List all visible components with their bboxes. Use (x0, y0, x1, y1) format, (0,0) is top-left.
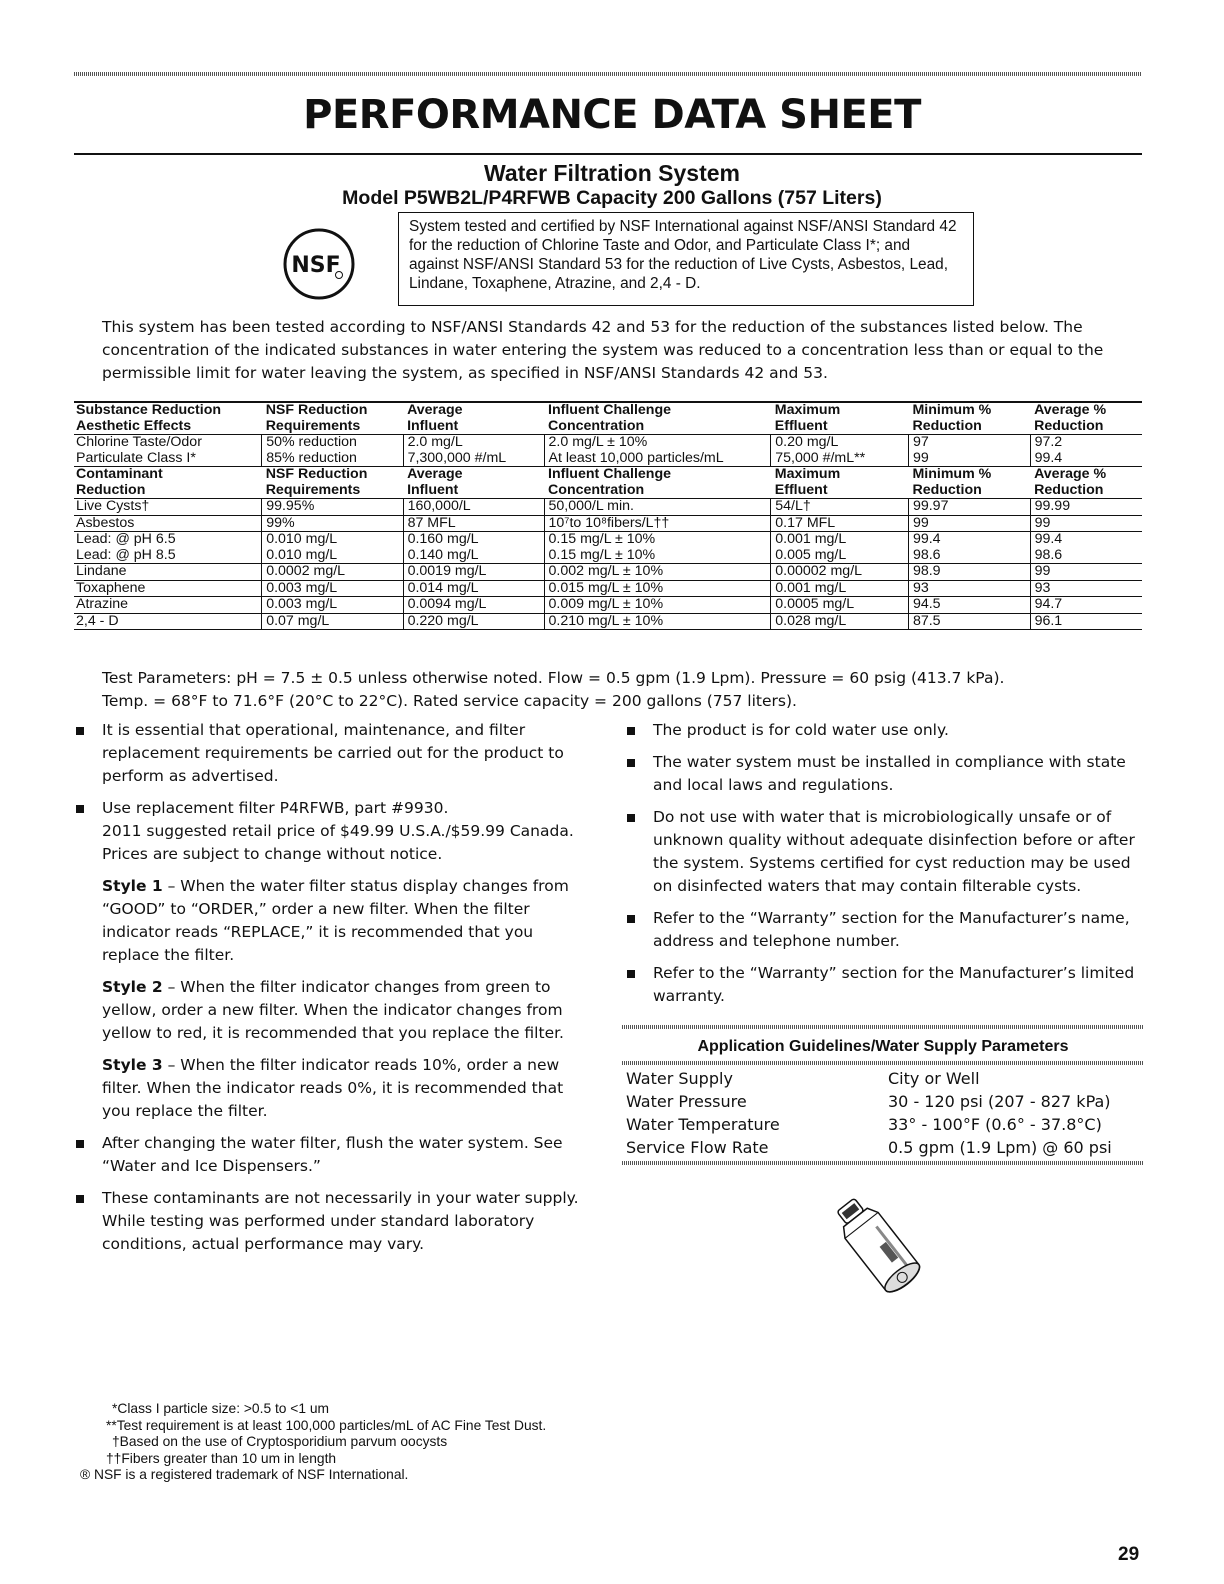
cell-substance: Asbestos (76, 514, 135, 531)
title-divider (74, 153, 1142, 155)
style-2-label: Style 2 (102, 978, 163, 996)
cell-nsf-requirement: NSF Reduction Requirements (265, 466, 368, 498)
cell-average-reduction: 94.7 (1030, 597, 1142, 614)
cell-minimum-reduction: Minimum % Reduction (912, 402, 992, 434)
cell-influent-challenge: 50,000/L min. (544, 499, 771, 516)
style-3-paragraph (74, 1054, 584, 1123)
app-key: Water Supply (626, 1069, 733, 1088)
app-row-water-pressure (622, 1090, 1144, 1113)
model-capacity: Model P5WB2L/P4RFWB Capacity 200 Gallons (757 Liters) (342, 187, 882, 209)
cell-average-influent: 87 MFL (403, 515, 544, 532)
cell-minimum-reduction: 87.5 (908, 613, 1030, 630)
cell-minimum-reduction: 97 99 (908, 435, 1030, 467)
cell-nsf-requirement: 0.010 mg/L 0.010 mg/L (262, 532, 403, 564)
style-2-text: – When the filter indicator changes from green to yellow, order a new filter. When the indicator changes from yellow to red, it is recommended that you replace the filter. (102, 978, 564, 1042)
style-1-text: – When the water filter status display changes from “GOOD” to “ORDER,” order a new filter. When the filter indicator reads “REPLACE,” it is recommended that you replace the filter. (102, 877, 569, 964)
cell-influent-challenge: Influent Challenge Concentration (548, 466, 671, 498)
page-number: 29 (1118, 1544, 1140, 1565)
right-column (625, 719, 1145, 1017)
test-parameters (102, 667, 1152, 713)
application-guidelines (622, 1025, 1144, 1165)
cell-average-influent: Average Influent (407, 466, 463, 498)
table-row (74, 564, 1142, 581)
cell-maximum-effluent: Maximum Effluent (774, 466, 841, 498)
table-row (74, 597, 1142, 614)
app-row-service-flow-rate (622, 1136, 1144, 1159)
style-3-label: Style 3 (102, 1056, 163, 1074)
footnote-fibers: ††Fibers greater than 10 um in length (106, 1450, 337, 1466)
page-title: PERFORMANCE DATA SHEET (303, 92, 921, 138)
cell-minimum-reduction: 99.97 (908, 499, 1030, 516)
cell-average-influent: 0.0094 mg/L (403, 597, 544, 614)
app-bottom-band (622, 1161, 1144, 1165)
bullet-warranty-contact: Refer to the “Warranty” section for the Manufacturer’s name, address and telephone number. (625, 907, 1145, 953)
cell-substance: Lead: @ pH 6.5 Lead: @ pH 8.5 (76, 531, 176, 563)
cell-nsf-requirement: 99.95% (262, 499, 403, 516)
cell-substance: 2,4 - D (76, 612, 119, 629)
cell-average-reduction: 96.1 (1030, 613, 1142, 630)
app-key: Service Flow Rate (626, 1138, 769, 1157)
cell-nsf-requirement: 0.003 mg/L (262, 597, 403, 614)
cell-minimum-reduction: 98.9 (908, 564, 1030, 581)
cell-average-influent: 0.160 mg/L 0.140 mg/L (403, 532, 544, 564)
cell-minimum-reduction: Minimum % Reduction (912, 466, 992, 498)
cell-influent-challenge: 0.210 mg/L ± 10% (544, 613, 771, 630)
bullet-installation-laws: The water system must be installed in compliance with state and local laws and regulations. (625, 751, 1145, 797)
cell-maximum-effluent: 0.001 mg/L (771, 580, 909, 597)
cell-average-reduction: 99 (1030, 564, 1142, 581)
app-value: 33° - 100°F (0.6° - 37.8°C) (888, 1115, 1102, 1134)
cell-average-reduction: 99.99 (1030, 499, 1142, 516)
cell-substance: Lindane (76, 563, 127, 579)
cell-average-influent: 0.014 mg/L (403, 580, 544, 597)
cell-substance: Toxaphene (76, 579, 146, 596)
cell-influent-challenge: 10⁷to 10⁸fibers/L†† (544, 515, 771, 532)
cell-average-reduction: Average % Reduction (1034, 466, 1107, 498)
cell-maximum-effluent: 0.00002 mg/L (771, 564, 909, 581)
cell-maximum-effluent: 0.17 MFL (771, 515, 909, 532)
cell-average-reduction: Average % Reduction (1034, 402, 1107, 434)
cell-substance: Live Cysts† (76, 498, 150, 514)
footnote-test-requirement: **Test requirement is at least 100,000 particles/mL of AC Fine Test Dust. (106, 1417, 547, 1433)
cell-substance: Chlorine Taste/Odor Particulate Class I* (76, 434, 202, 466)
cell-influent-challenge: Influent Challenge Concentration (548, 402, 671, 434)
nsf-logo-icon (283, 228, 355, 300)
cell-maximum-effluent: Maximum Effluent (774, 402, 841, 434)
app-mid-band (622, 1061, 1144, 1065)
cell-nsf-requirement: 0.003 mg/L (262, 580, 403, 597)
replacement-filter-part: Use replacement filter P4RFWB, part #9930. (102, 799, 449, 817)
cell-influent-challenge: 0.15 mg/L ± 10% 0.15 mg/L ± 10% (544, 532, 771, 564)
cell-minimum-reduction: 93 (908, 580, 1030, 597)
cell-influent-challenge: 0.002 mg/L ± 10% (544, 564, 771, 581)
cell-nsf-requirement: 50% reduction 85% reduction (262, 435, 403, 467)
performance-table (74, 401, 1142, 630)
bullet-flush-system: After changing the water filter, flush the water system. See “Water and Ice Dispensers.” (74, 1132, 584, 1178)
cell-average-influent: 0.0019 mg/L (403, 564, 544, 581)
cell-nsf-requirement: 0.0002 mg/L (262, 564, 403, 581)
bullet-replacement-filter (74, 797, 584, 866)
cell-average-influent: 160,000/L (403, 499, 544, 516)
cell-substance: Substance Reduction Aesthetic Effects (76, 402, 222, 434)
top-hatch-band (74, 72, 1142, 76)
style-1-paragraph (74, 875, 584, 967)
style-3-text: – When the filter indicator reads 10%, order a new filter. When the indicator reads 0%, it is recommended that you replace the filter. (102, 1056, 564, 1120)
replacement-filter-price: 2011 suggested retail price of $49.99 U.S.A./$59.99 Canada. Prices are subject to change without notice. (102, 822, 574, 863)
app-value: 0.5 gpm (1.9 Lpm) @ 60 psi (888, 1138, 1112, 1157)
footnotes (80, 1401, 546, 1484)
cell-minimum-reduction: 94.5 (908, 597, 1030, 614)
cell-average-reduction: 93 (1030, 580, 1142, 597)
cell-influent-challenge: 0.009 mg/L ± 10% (544, 597, 771, 614)
cell-minimum-reduction: 99.4 98.6 (908, 532, 1030, 564)
bullet-warranty-limited: Refer to the “Warranty” section for the Manufacturer’s limited warranty. (625, 962, 1145, 1008)
footnote-cryptosporidium: †Based on the use of Cryptosporidium parvum oocysts (112, 1434, 448, 1449)
cell-maximum-effluent: 0.20 mg/L 75,000 #/mL** (771, 435, 909, 467)
cell-average-reduction: 99.4 98.6 (1030, 532, 1142, 564)
certification-box: System tested and certified by NSF International against NSF/ANSI Standard 42 for the reduction of Chlorine Taste and Odor, and Particulate Class I*; and against NSF/ANSI Standard 53 for the reduction of Live Cysts, Asbestos, Lead, Lindane, Toxaphene, Atrazine, and 2,4 - D. (398, 212, 974, 306)
table-header-contaminant (74, 467, 1142, 499)
app-row-water-temperature (622, 1113, 1144, 1136)
cell-substance: Atrazine (76, 596, 129, 612)
subtitle: Water Filtration System (483, 160, 741, 186)
intro-paragraph: This system has been tested according to NSF/ANSI Standards 42 and 53 for the reduction of the substances listed below. The concentration of the indicated substances in water entering the system was reduced to a concentration less than or equal to the permissible limit for water leaving the system, as specified in NSF/ANSI Standards 42 and 53. (102, 318, 1104, 382)
table-row (74, 613, 1142, 630)
cell-influent-challenge: 2.0 mg/L ± 10% At least 10,000 particles/mL (544, 435, 771, 467)
table-row (74, 435, 1142, 467)
cell-substance: Contaminant Reduction (76, 466, 163, 498)
bullet-cold-water: The product is for cold water use only. (625, 719, 1145, 742)
table-row (74, 499, 1142, 516)
cell-maximum-effluent: 0.0005 mg/L (771, 597, 909, 614)
cell-nsf-requirement: 0.07 mg/L (262, 613, 403, 630)
app-key: Water Temperature (626, 1115, 780, 1134)
footnote-trademark: ® NSF is a registered trademark of NSF International. (80, 1467, 409, 1482)
cell-maximum-effluent: 54/L† (771, 499, 909, 516)
app-row-water-supply (622, 1067, 1144, 1090)
app-key: Water Pressure (626, 1092, 747, 1111)
cell-average-influent: Average Influent (407, 402, 463, 434)
table-header-aesthetic (74, 402, 1142, 435)
app-value: City or Well (888, 1069, 980, 1088)
cell-nsf-requirement: 99% (262, 515, 403, 532)
bullet-contaminants-note: These contaminants are not necessarily in your water supply. While testing was performed under standard laboratory conditions, actual performance may vary. (74, 1187, 584, 1256)
table-row (74, 532, 1142, 564)
cell-maximum-effluent: 0.001 mg/L 0.005 mg/L (771, 532, 909, 564)
footnote-class-i: *Class I particle size: >0.5 to <1 um (112, 1401, 330, 1416)
cell-average-influent: 2.0 mg/L 7,300,000 #/mL (403, 435, 544, 467)
table-row (74, 580, 1142, 597)
cell-average-influent: 0.220 mg/L (403, 613, 544, 630)
style-2-paragraph (74, 976, 584, 1045)
cell-minimum-reduction: 99 (908, 515, 1030, 532)
application-guidelines-title: Application Guidelines/Water Supply Parameters (697, 1038, 1069, 1055)
cell-influent-challenge: 0.015 mg/L ± 10% (544, 580, 771, 597)
bullet-maintenance: It is essential that operational, maintenance, and filter replacement requirements be carried out for the product to perform as advertised. (74, 719, 584, 788)
bullet-unsafe-water: Do not use with water that is microbiologically unsafe or of unknown quality without adequate disinfection before or after the system. Systems certified for cyst reduction may be used on disinfected waters that may contain filterable cysts. (625, 806, 1145, 898)
test-parameters-line-1: Test Parameters: pH = 7.5 ± 0.5 unless otherwise noted. Flow = 0.5 gpm (1.9 Lpm). Pressure = 60 psig (413.7 kPa). (102, 669, 1005, 687)
nsf-logo-text: NSF (291, 253, 341, 278)
test-parameters-line-2: Temp. = 68°F to 71.6°F (20°C to 22°C). Rated service capacity = 200 gallons (757 liters). (102, 692, 797, 710)
style-1-label: Style 1 (102, 877, 163, 895)
app-value: 30 - 120 psi (207 - 827 kPa) (888, 1092, 1111, 1111)
cell-maximum-effluent: 0.028 mg/L (771, 613, 909, 630)
water-filter-cartridge-icon (820, 1188, 942, 1306)
left-column (74, 719, 584, 1265)
cell-average-reduction: 97.2 99.4 (1030, 435, 1142, 467)
table-row (74, 515, 1142, 532)
cell-nsf-requirement: NSF Reduction Requirements (265, 402, 368, 434)
cell-average-reduction: 99 (1030, 515, 1142, 532)
